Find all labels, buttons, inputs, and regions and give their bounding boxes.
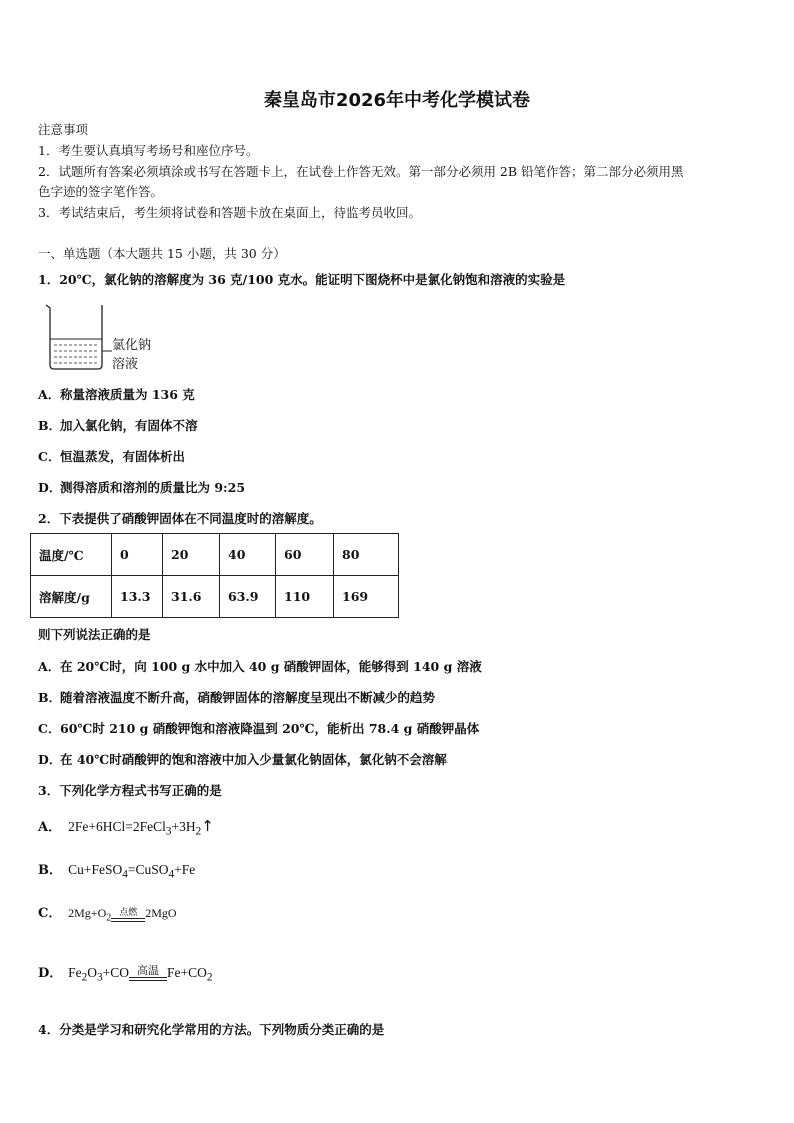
condition-text: 高温 [137,965,160,978]
table-cell: 169 [334,576,399,618]
table-row [31,576,399,618]
question-1-stem: 1．20℃，氯化钠的溶解度为 36 克/100 克水。能证明下图烧杯中是氯化钠饱和溶液的实验是 [38,272,566,287]
question-3-stem: 3．下列化学方程式书写正确的是 [38,783,222,798]
table-cell: 63.9 [220,576,276,618]
q2-option-d [38,751,447,769]
equation-d [68,965,213,984]
condition-text: 点燃 [119,906,138,917]
equation-subscript: 2 [206,971,213,984]
equation-part: 2Fe+6HCl=2FeCl [68,819,166,834]
gas-arrow-icon: ↑ [201,817,214,835]
notice-item: 2．试题所有答案必须填涂或书写在答题卡上，在试卷上作答无效。第一部分必须用 2B 铅笔作答；第二部分必须用黑 [38,164,684,179]
equals-sign [129,977,167,981]
option-label: D． [38,966,63,981]
table-cell: 20 [163,534,220,576]
table-cell: 溶解度/g [31,576,112,618]
beaker-label: 溶液 [112,357,139,372]
table-cell: 温度/℃ [31,534,112,576]
notice-item: 色字迹的签字笔作答。 [38,184,164,199]
equation-part: +Fe [174,862,196,877]
equation-part: +CO [102,965,130,980]
q3-option-b [38,859,195,881]
option-label: A． [38,659,61,674]
equation-part: Fe+CO [167,965,207,980]
equation-part: 2Mg+O [68,906,107,920]
option-text: 称量溶液质量为 136 克 [60,387,195,402]
option-text: 60℃时 210 g 硝酸钾饱和溶液降温到 20℃，能析出 78.4 g 硝酸钾晶体 [60,721,480,736]
option-text: 测得溶质和溶剂的质量比为 9:25 [60,480,246,495]
q1-option-d [38,479,245,497]
equation-part: 2MgO [145,906,177,920]
q2-option-b [38,689,435,707]
equation-part: +3H [171,819,196,834]
reaction-condition [111,907,145,922]
option-label: B． [38,863,62,878]
table-cell: 60 [276,534,334,576]
option-label: D． [38,752,62,767]
option-label: C． [38,906,62,921]
question-4-stem: 4．分类是学习和研究化学常用的方法。下列物质分类正确的是 [38,1022,385,1037]
equation-subscript: 4 [122,868,128,881]
equation-part: Fe [68,965,82,980]
equation-subscript: 3 [97,971,103,984]
option-label: B． [38,690,62,705]
q1-option-c [38,448,185,466]
option-text: 在 20℃时，向 100 g 水中加入 40 g 硝酸钾固体，能够得到 140 g 溶液 [60,659,482,674]
notice-item: 3．考试结束后，考生须将试卷和答题卡放在桌面上，待监考员收回。 [38,205,421,220]
q1-option-b [38,417,198,435]
equation-a [68,817,214,838]
notice-heading: 注意事项 [38,122,89,137]
equals-sign [111,918,145,922]
q3-option-a [38,816,214,838]
equation-part: Cu+FeSO [68,862,123,877]
q3-option-c [38,902,177,923]
q1-option-a [38,386,195,404]
table-cell: 40 [220,534,276,576]
q3-option-d [38,962,213,984]
table-cell: 80 [334,534,399,576]
option-text: 加入氯化钠，有固体不溶 [60,418,198,433]
section-heading: 一、单选题（本大题共 15 小题，共 30 分） [38,246,286,261]
equation-subscript: 2 [81,971,88,984]
equation-b [68,862,196,881]
equation-part: =CuSO [127,862,169,877]
beaker-label: 氯化钠 [112,338,152,353]
equation-c [68,906,177,924]
beaker-figure [44,303,114,373]
q2-option-a [38,658,482,676]
q2-option-c [38,720,479,738]
question-2-follow: 则下列说法正确的是 [38,627,151,642]
table-cell: 110 [276,576,334,618]
option-text: 随着溶液温度不断升高，硝酸钾固体的溶解度呈现出不断减少的趋势 [60,690,436,705]
option-text: 在 40℃时硝酸钾的饱和溶液中加入少量氯化钠固体，氯化钠不会溶解 [60,752,447,767]
option-label: A． [38,387,61,402]
table-row [31,534,399,576]
option-label: D． [38,480,62,495]
option-label: C． [38,449,61,464]
question-2-stem: 2．下表提供了硝酸钾固体在不同温度时的溶解度。 [38,511,322,526]
option-label: A． [38,820,62,835]
table-cell: 0 [112,534,163,576]
table-cell: 31.6 [163,576,220,618]
equation-part: O [87,965,98,980]
equation-subscript: 4 [168,868,175,881]
option-text: 恒温蒸发，有固体析出 [60,449,186,464]
equation-subscript: 2 [106,912,112,924]
option-label: B． [38,418,62,433]
notice-item: 1．考生要认真填写考场号和座位序号。 [38,143,259,158]
equation-subscript: 3 [165,825,172,838]
solubility-table [30,533,399,618]
equation-subscript: 2 [195,825,202,838]
page-title: 秦皇岛市2026年中考化学模试卷 [263,90,531,111]
reaction-condition [129,966,167,981]
option-label: C． [38,721,61,736]
table-cell: 13.3 [112,576,163,618]
